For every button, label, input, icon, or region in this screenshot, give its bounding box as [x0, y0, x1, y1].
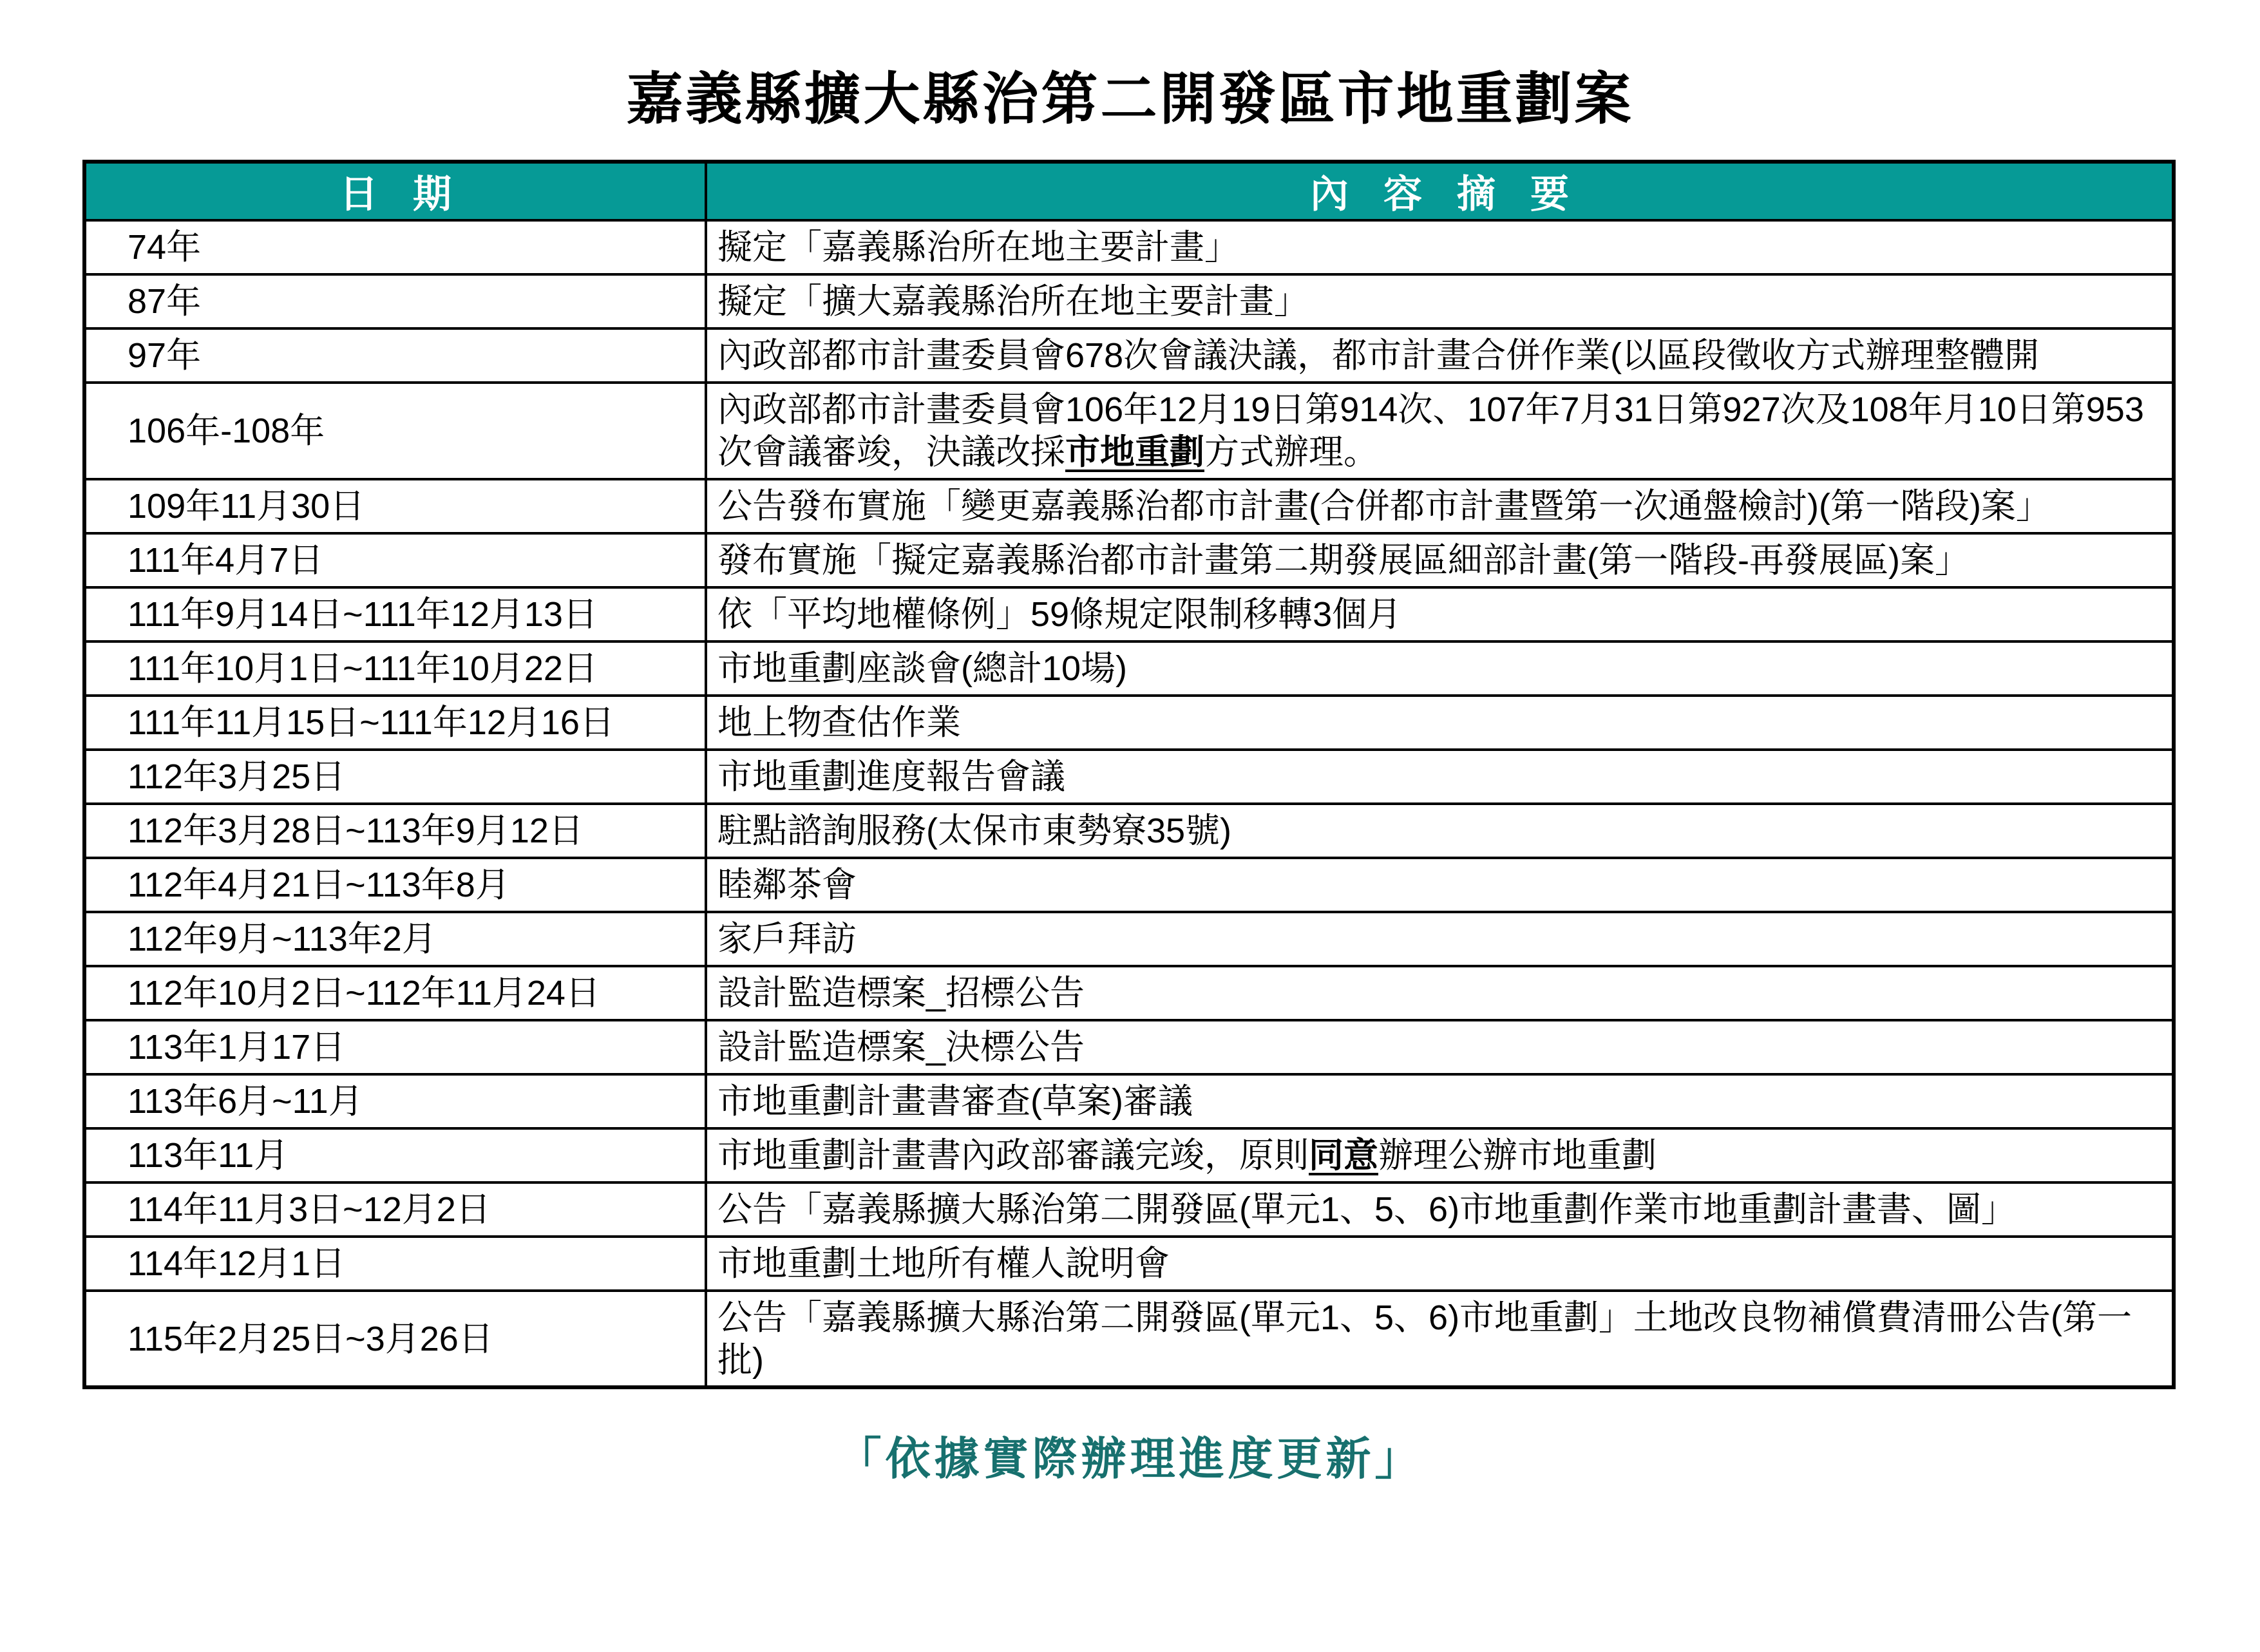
summary-cell [706, 804, 2174, 858]
table-row [84, 858, 2174, 912]
date-cell: 106年-108年 [84, 383, 706, 479]
summary-text: 設計監造標案_決標公告 [717, 1028, 1085, 1067]
table-row [84, 1182, 2174, 1237]
summary-text: 擬定「嘉義縣治所在地主要計畫」 [717, 228, 1239, 267]
date-cell: 111年11月15日~111年12月16日 [84, 696, 706, 750]
summary-text: 內政部都市計畫委員會678次會議決議，都市計畫合併作業(以區段徵收方式辦理整體開 [717, 336, 2040, 375]
table-row [84, 274, 2174, 328]
summary-text: 市地重劃座談會(總計10場) [717, 649, 1128, 688]
summary-cell [706, 1291, 2174, 1387]
table-row [84, 750, 2174, 804]
table-row [84, 383, 2174, 479]
summary-text: 擬定「擴大嘉義縣治所在地主要計畫」 [717, 282, 1309, 321]
summary-cell [706, 1128, 2174, 1182]
table-row [84, 1291, 2174, 1387]
summary-text: 市地重劃計畫書審查(草案)審議 [717, 1082, 1193, 1121]
table-row [84, 804, 2174, 858]
summary-text: 辦理公辦市地重劃 [1378, 1136, 1657, 1175]
summary-cell [706, 220, 2174, 274]
summary-text: 發布實施「擬定嘉義縣治都市計畫第二期發展區細部計畫(第一階段-再發展區)案」 [717, 541, 1970, 580]
table-row [84, 1128, 2174, 1182]
table-row [84, 696, 2174, 750]
date-cell: 111年9月14日~111年12月13日 [84, 587, 706, 641]
table-row [84, 220, 2174, 274]
date-cell: 112年10月2日~112年11月24日 [84, 966, 706, 1020]
summary-cell [706, 274, 2174, 328]
summary-cell [706, 1074, 2174, 1128]
summary-cell [706, 328, 2174, 383]
summary-text: 家戶拜訪 [717, 920, 857, 958]
table-header-row [84, 162, 2174, 220]
table-row [84, 641, 2174, 696]
date-cell: 115年2月25日~3月26日 [84, 1291, 706, 1387]
summary-text: 市地重劃土地所有權人說明會 [717, 1244, 1170, 1283]
date-cell: 112年4月21日~113年8月 [84, 858, 706, 912]
table-row [84, 533, 2174, 587]
summary-cell [706, 858, 2174, 912]
date-cell: 112年9月~113年2月 [84, 912, 706, 966]
date-cell: 111年10月1日~111年10月22日 [84, 641, 706, 696]
summary-text: 設計監造標案_招標公告 [717, 974, 1085, 1012]
update-note: 「依據實際辦理進度更新」 [836, 1434, 1424, 1484]
page-title: 嘉義縣擴大縣治第二開發區市地重劃案 [626, 67, 1634, 131]
summary-text: 地上物查估作業 [717, 703, 961, 742]
date-cell: 109年11月30日 [84, 479, 706, 533]
date-cell: 113年11月 [84, 1128, 706, 1182]
table-row [84, 912, 2174, 966]
summary-text: 睦鄰茶會 [717, 866, 857, 904]
date-cell: 112年3月25日 [84, 750, 706, 804]
summary-cell [706, 750, 2174, 804]
summary-cell [706, 966, 2174, 1020]
date-cell: 113年6月~11月 [84, 1074, 706, 1128]
table-row [84, 1074, 2174, 1128]
date-cell: 111年4月7日 [84, 533, 706, 587]
summary-text: 公告「嘉義縣擴大縣治第二開發區(單元1、5、6)市地重劃」土地改良物補償費清冊公告(第一批) [717, 1298, 2132, 1380]
table-row [84, 966, 2174, 1020]
table-row [84, 587, 2174, 641]
date-cell: 87年 [84, 274, 706, 328]
timeline-table-body [84, 220, 2174, 1387]
table-row [84, 328, 2174, 383]
timeline-table [82, 160, 2176, 1389]
summary-text: 方式辦理。 [1204, 433, 1378, 471]
date-cell: 114年12月1日 [84, 1237, 706, 1291]
summary-cell [706, 1020, 2174, 1074]
summary-text: 公告發布實施「變更嘉義縣治都市計畫(合併都市計畫暨第一次通盤檢討)(第一階段)案」 [717, 487, 2051, 526]
summary-cell [706, 479, 2174, 533]
summary-cell [706, 1182, 2174, 1237]
summary-cell [706, 641, 2174, 696]
date-cell: 114年11月3日~12月2日 [84, 1182, 706, 1237]
column-header-date: 日期 [84, 162, 706, 220]
date-cell: 113年1月17日 [84, 1020, 706, 1074]
summary-cell [706, 587, 2174, 641]
emphasized-text: 同意 [1309, 1136, 1378, 1175]
summary-text: 內政部都市計畫委員會106年12月19日第914次、107年7月31日第927次及108年月10日第953次會議審竣，決議改採 [717, 390, 2144, 471]
table-row [84, 479, 2174, 533]
table-row [84, 1237, 2174, 1291]
summary-text: 公告「嘉義縣擴大縣治第二開發區(單元1、5、6)市地重劃作業市地重劃計畫書、圖」 [717, 1190, 2017, 1229]
summary-text: 駐點諮詢服務(太保市東勢寮35號) [717, 812, 1232, 850]
summary-text: 市地重劃進度報告會議 [717, 757, 1065, 796]
summary-cell [706, 912, 2174, 966]
column-header-summary: 內容摘要 [706, 162, 2174, 220]
table-row [84, 1020, 2174, 1074]
emphasized-text: 市地重劃 [1065, 433, 1204, 471]
summary-text: 依「平均地權條例」59條規定限制移轉3個月 [717, 595, 1402, 634]
date-cell: 97年 [84, 328, 706, 383]
summary-text: 市地重劃計畫書內政部審議完竣，原則 [717, 1136, 1309, 1175]
date-cell: 112年3月28日~113年9月12日 [84, 804, 706, 858]
date-cell: 74年 [84, 220, 706, 274]
summary-cell [706, 1237, 2174, 1291]
summary-cell [706, 533, 2174, 587]
summary-cell [706, 696, 2174, 750]
summary-cell [706, 383, 2174, 479]
